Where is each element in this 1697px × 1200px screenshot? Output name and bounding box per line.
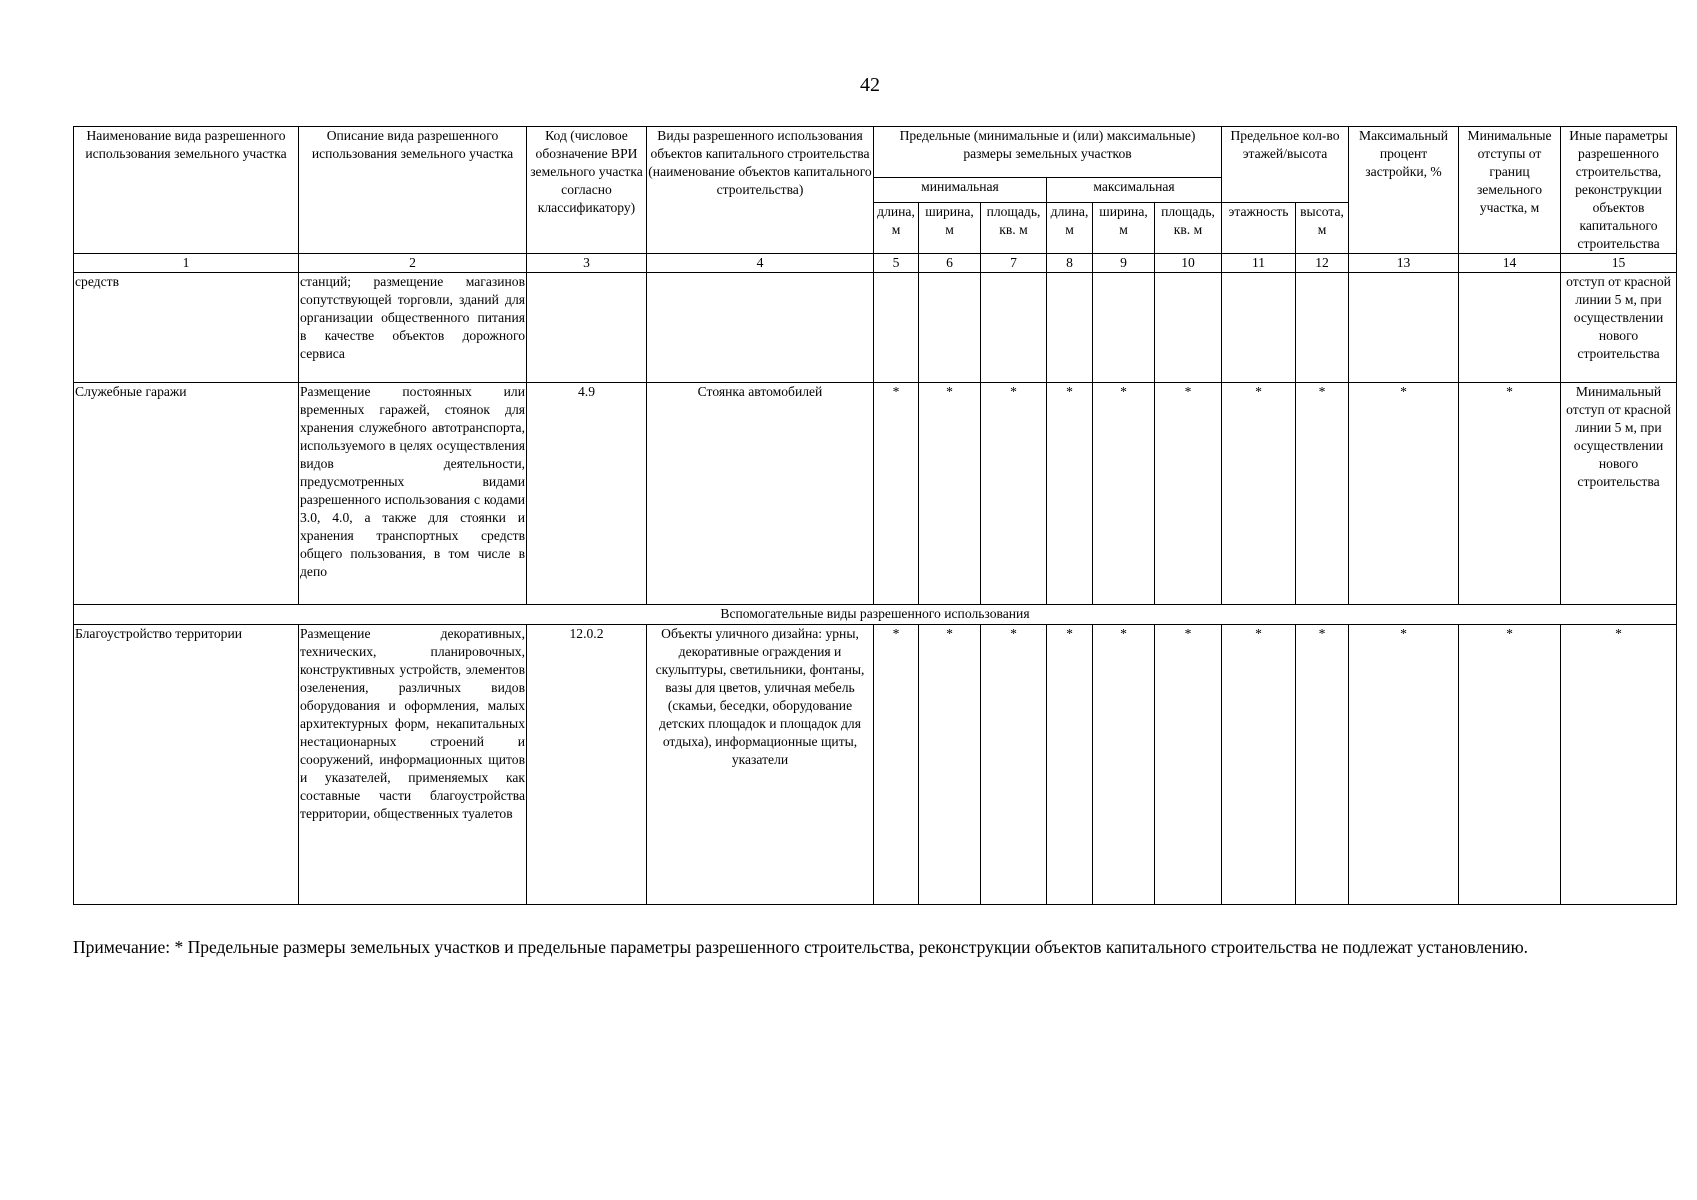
row-cell: * <box>1296 383 1349 605</box>
row-cell: * <box>1459 625 1561 905</box>
column-number: 14 <box>1459 254 1561 273</box>
header-other-params: Иные параметры разрешенного строительства, реконструкции объектов капитального строительства <box>1561 127 1677 254</box>
row-cell: * <box>1047 383 1093 605</box>
row-code: 12.0.2 <box>527 625 647 905</box>
row-description: станций; размещение магазинов сопутствующей торговли, зданий для организации общественного питания в качестве объектов дорожного сервиса <box>299 273 527 383</box>
row-cell <box>1349 273 1459 383</box>
header-max-length: длина, м <box>1047 203 1093 254</box>
row-other-params: Минимальный отступ от красной линии 5 м, при осуществлении нового строительства <box>1561 383 1677 605</box>
header-height: высота, м <box>1296 203 1349 254</box>
column-number: 10 <box>1155 254 1222 273</box>
row-cell: * <box>981 625 1047 905</box>
header-code: Код (числовое обозначение ВРИ земельного участка согласно классификатору) <box>527 127 647 254</box>
page-number: 42 <box>860 74 880 96</box>
row-cell: * <box>1155 625 1222 905</box>
regulations-table <box>73 126 1677 905</box>
column-number: 1 <box>74 254 299 273</box>
row-cell: * <box>1459 383 1561 605</box>
row-cell: * <box>1047 625 1093 905</box>
row-cell <box>1296 273 1349 383</box>
header-min-width: ширина, м <box>919 203 981 254</box>
row-name: средств <box>74 273 299 383</box>
column-number: 4 <box>647 254 874 273</box>
row-objects: Объекты уличного дизайна: урны, декоративные ограждения и скульптуры, светильники, фонтаны, вазы для цветов, уличная мебель (скамьи, беседки, оборудование детских площадок и площадок для отдыха), информационные щиты, указатели <box>647 625 874 905</box>
row-cell <box>1222 273 1296 383</box>
header-description: Описание вида разрешенного использования земельного участка <box>299 127 527 254</box>
header-objects: Виды разрешенного использования объектов капитального строительства (наименование объектов капитального строительства) <box>647 127 874 254</box>
row-cell: * <box>1349 625 1459 905</box>
column-number: 13 <box>1349 254 1459 273</box>
header-min-length: длина, м <box>874 203 919 254</box>
header-max-area: площадь, кв. м <box>1155 203 1222 254</box>
row-cell <box>1047 273 1093 383</box>
row-cell: * <box>1093 625 1155 905</box>
row-cell: * <box>1222 383 1296 605</box>
header-floors-group: Предельное кол-во этажей/высота <box>1222 127 1349 203</box>
row-other-params: отступ от красной линии 5 м, при осуществлении нового строительства <box>1561 273 1677 383</box>
row-objects: Стоянка автомобилей <box>647 383 874 605</box>
row-objects <box>647 273 874 383</box>
header-floors: этажность <box>1222 203 1296 254</box>
row-cell: * <box>1296 625 1349 905</box>
table-row <box>74 625 1677 905</box>
table-row <box>74 383 1677 605</box>
row-cell <box>874 273 919 383</box>
column-number: 2 <box>299 254 527 273</box>
row-cell: * <box>874 625 919 905</box>
column-number: 12 <box>1296 254 1349 273</box>
row-cell: * <box>1349 383 1459 605</box>
row-name: Служебные гаражи <box>74 383 299 605</box>
column-number: 5 <box>874 254 919 273</box>
table-row <box>74 273 1677 383</box>
section-row <box>74 605 1677 625</box>
row-code: 4.9 <box>527 383 647 605</box>
section-label: Вспомогательные виды разрешенного использования <box>74 605 1677 625</box>
column-number: 9 <box>1093 254 1155 273</box>
row-cell <box>981 273 1047 383</box>
row-cell: * <box>919 625 981 905</box>
row-cell: * <box>981 383 1047 605</box>
column-number: 8 <box>1047 254 1093 273</box>
header-min-setbacks: Минимальные отступы от границ земельного участка, м <box>1459 127 1561 254</box>
header-limits: Предельные (минимальные и (или) максимальные) размеры земельных участков <box>874 127 1222 178</box>
row-cell <box>1155 273 1222 383</box>
column-number: 7 <box>981 254 1047 273</box>
row-cell <box>1093 273 1155 383</box>
header-max-width: ширина, м <box>1093 203 1155 254</box>
row-description: Размещение постоянных или временных гаражей, стоянок для хранения служебного автотранспорта, используемого в целях осуществления видов деятельности, предусмотренных видами разрешенного использования с кодами 3.0, 4.0, а также для стоянки и хранения транспортных средств общего пользования, в том числе в депо <box>299 383 527 605</box>
row-cell: * <box>1093 383 1155 605</box>
header-max: максимальная <box>1047 177 1222 203</box>
column-number: 15 <box>1561 254 1677 273</box>
column-number: 3 <box>527 254 647 273</box>
footnote: Примечание: * Предельные размеры земельных участков и предельные параметры разрешенного строительства, реконструкции объектов капитального строительства не подлежат установлению. <box>73 937 1529 957</box>
row-cell <box>1459 273 1561 383</box>
row-other-params: * <box>1561 625 1677 905</box>
row-description: Размещение декоративных, технических, планировочных, конструктивных устройств, элементов озеленения, различных видов оборудования и оформления, малых архитектурных форм, некапитальных нестационарных строений и сооружений, информационных щитов и указателей, применяемых как составные части благоустройства территории, общественных туалетов <box>299 625 527 905</box>
row-cell: * <box>1155 383 1222 605</box>
column-number: 6 <box>919 254 981 273</box>
column-number: 11 <box>1222 254 1296 273</box>
header-min-area: площадь, кв. м <box>981 203 1047 254</box>
row-name: Благоустройство территории <box>74 625 299 905</box>
row-cell <box>919 273 981 383</box>
row-cell: * <box>1222 625 1296 905</box>
row-cell: * <box>874 383 919 605</box>
column-numbers-row <box>74 254 1677 273</box>
row-code <box>527 273 647 383</box>
header-min: минимальная <box>874 177 1047 203</box>
row-cell: * <box>919 383 981 605</box>
header-max-percent: Максимальный процент застройки, % <box>1349 127 1459 254</box>
header-name: Наименование вида разрешенного использования земельного участка <box>74 127 299 254</box>
